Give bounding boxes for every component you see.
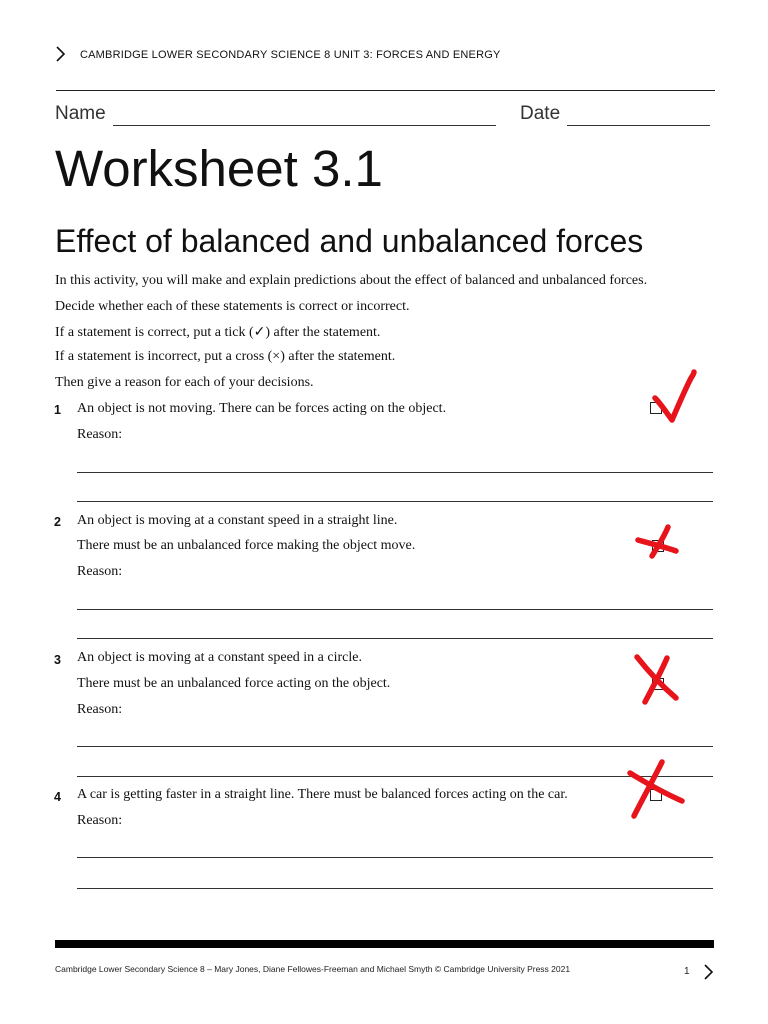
footer-bar [55, 940, 714, 948]
intro-line: Then give a reason for each of your decisions. [55, 375, 314, 390]
answer-checkbox[interactable] [650, 789, 662, 801]
intro-line: In this activity, you will make and explain predictions about the effect of balanced and unbalanced forces. [55, 273, 648, 288]
reason-label: Reason: [77, 427, 123, 442]
next-page-chevron-icon[interactable] [702, 963, 714, 981]
answer-line[interactable] [77, 857, 713, 858]
question-statement: There must be an unbalanced force acting on the object. [77, 676, 391, 691]
question-number: 3 [54, 653, 61, 667]
page-number: 1 [684, 966, 690, 977]
name-label: Name [55, 103, 106, 124]
reason-label: Reason: [77, 702, 123, 717]
answer-line[interactable] [77, 888, 713, 889]
question-number: 4 [54, 790, 61, 804]
date-label: Date [520, 103, 561, 124]
question-number: 2 [54, 515, 61, 529]
answer-line[interactable] [77, 472, 713, 473]
reason-label: Reason: [77, 564, 123, 579]
answer-checkbox[interactable] [650, 402, 662, 414]
intro-line: Decide whether each of these statements is correct or incorrect. [55, 299, 410, 314]
worksheet-subtitle: Effect of balanced and unbalanced forces [55, 223, 644, 259]
chevron-right-icon [54, 45, 68, 63]
question-statement: An object is moving at a constant speed in a straight line. [77, 513, 398, 528]
worksheet-title: Worksheet 3.1 [55, 140, 383, 197]
reason-label: Reason: [77, 813, 123, 828]
header-divider [56, 90, 715, 91]
date-field[interactable] [567, 125, 710, 126]
answer-checkbox[interactable] [652, 540, 664, 552]
intro-line: If a statement is correct, put a tick (✓) after the statement. [55, 325, 381, 340]
question-number: 1 [54, 403, 61, 417]
intro-line: If a statement is incorrect, put a cross (×) after the statement. [55, 349, 396, 364]
answer-line[interactable] [77, 501, 713, 502]
unit-header: CAMBRIDGE LOWER SECONDARY SCIENCE 8 UNIT 3: FORCES AND ENERGY [80, 49, 501, 61]
answer-checkbox[interactable] [652, 678, 664, 690]
name-field[interactable] [113, 125, 496, 126]
question-statement: There must be an unbalanced force making the object move. [77, 538, 416, 553]
footer-credit: Cambridge Lower Secondary Science 8 – Mary Jones, Diane Fellowes-Freeman and Michael Smyth © Cambridge University Press 2021 [55, 964, 571, 974]
question-statement: An object is not moving. There can be forces acting on the object. [77, 401, 447, 416]
answer-line[interactable] [77, 609, 713, 610]
answer-line[interactable] [77, 638, 713, 639]
answer-line[interactable] [77, 776, 713, 777]
question-statement: A car is getting faster in a straight line. There must be balanced forces acting on the car. [77, 787, 568, 802]
answer-line[interactable] [77, 746, 713, 747]
question-statement: An object is moving at a constant speed in a circle. [77, 650, 362, 665]
